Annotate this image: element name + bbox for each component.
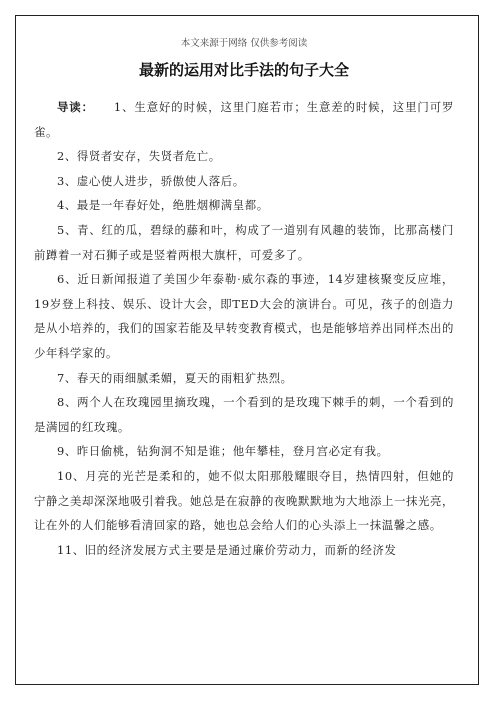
paragraph-5: 5、青、红的瓜，碧绿的藤和叶，构成了一道别有风趣的装饰，比那高楼门前蹲着一对石狮子或是竖着两根大旗杆，可爱多了。 (34, 222, 454, 262)
intro-paragraph (34, 95, 454, 144)
paragraph-4: 4、最是一年春好处，绝胜烟柳满皇都。 (57, 198, 269, 213)
document-body (34, 34, 454, 562)
paragraph-8: 8、两个人在玫瑰园里摘玫瑰，一个看到的是玫瑰下棘手的刺，一个看到的是满园的红玫瑰。 (34, 395, 454, 434)
paragraph-3: 3、虚心使人进步，骄傲使人落后。 (57, 173, 245, 188)
paragraph-2: 2、得贤者安存，失贤者危亡。 (57, 149, 221, 164)
intro-label: 导读： (57, 100, 94, 114)
paragraph-7: 7、春天的雨细腻柔媚，夏天的雨粗犷热烈。 (57, 370, 293, 385)
source-note: 本文来源于网络 仅供参考阅读 (180, 38, 308, 49)
paragraph-6: 6、近日新闻报道了美国少年泰勒·威尔森的事迹，14岁建核聚变反应堆，19岁登上科技、娱乐、设计大会，即TED大会的演讲台。可见，孩子的创造力是从小培养的，我们的国家若能及早转变教育模式，也是能够培养出同样杰出的少年科学家的。 (34, 272, 454, 360)
paragraph-9: 9、昨日偷桃，钻狗洞不知是谁；他年攀桂，登月宫必定有我。 (57, 444, 389, 459)
document-title: 最新的运用对比手法的句子大全 (138, 61, 349, 79)
intro-text: 1、生意好的时候，这里门庭若市；生意差的时候，这里门可罗雀。 (34, 100, 454, 139)
paragraph-11: 11、旧的经济发展方式主要是是通过廉价劳动力，而新的经济发 (57, 542, 397, 557)
paragraph-10: 10、月亮的光芒是柔和的，她不似太阳那般耀眼夺目，热情四射，但她的宁静之美却深深地吸引着我。她总是在寂静的夜晚默默地为大地添上一抹光亮，让在外的人们能够看清回家的路，她也总会给人们的心头添上一抹温馨之感。 (34, 468, 454, 533)
